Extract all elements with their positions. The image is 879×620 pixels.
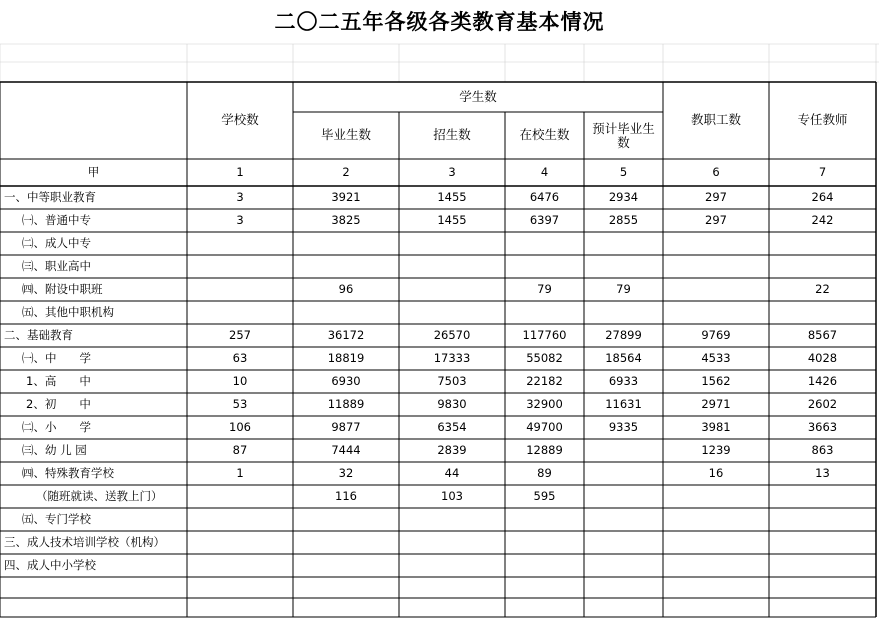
table-cell (399, 255, 505, 278)
table-cell (584, 577, 663, 598)
table-cell: 297 (705, 189, 727, 204)
row-label: ㈢、幼 儿 园 (22, 442, 87, 457)
table-cell (505, 255, 584, 278)
table-cell (663, 577, 769, 598)
row-label: ㈠、中 学 (22, 350, 91, 365)
table-title: 二〇二五年各级各类教育基本情况 (274, 9, 605, 34)
row-label: ㈡、小 学 (22, 419, 91, 434)
table-cell (187, 577, 293, 598)
table-cell (663, 508, 769, 531)
table-cell: 264 (811, 189, 834, 204)
table-cell: 2839 (437, 442, 467, 457)
column-code: 1 (236, 164, 244, 179)
table-cell: 297 (705, 212, 727, 227)
header-in-school: 在校生数 (519, 127, 570, 143)
table-cell: 36172 (327, 327, 365, 342)
header-staff: 教职工数 (690, 112, 741, 128)
table-cell (584, 531, 663, 554)
table-cell (187, 598, 293, 617)
table-cell: 3825 (331, 212, 361, 227)
table-cell: 10 (232, 373, 248, 388)
table-cell: 32900 (526, 396, 563, 411)
table-cell: 3 (236, 212, 244, 227)
table-cell (769, 485, 876, 508)
table-cell (584, 232, 663, 255)
table-cell (584, 255, 663, 278)
row-label (4, 598, 187, 617)
header-teachers: 专任教师 (797, 112, 848, 128)
table-cell: 96 (338, 281, 354, 296)
table-cell (663, 485, 769, 508)
table-cell: 49700 (526, 419, 563, 434)
table-cell: 2855 (608, 212, 639, 227)
table-cell: 863 (811, 442, 834, 457)
table-cell: 17333 (433, 350, 471, 365)
row-label: ㈠、普通中专 (22, 212, 91, 227)
table-cell: 9769 (701, 327, 731, 342)
row-label: ㈣、特殊教育学校 (22, 465, 114, 480)
table-cell: 3981 (701, 419, 731, 434)
table-cell: 12889 (526, 442, 563, 457)
column-code: 7 (818, 164, 827, 179)
table-cell: 16 (708, 465, 724, 480)
table-cell: 26570 (433, 327, 471, 342)
table-cell: 6397 (529, 212, 560, 227)
table-cell (505, 577, 584, 598)
table-cell: 18564 (605, 350, 642, 365)
table-cell: 3 (236, 189, 244, 204)
table-cell: 103 (441, 488, 463, 503)
table-cell: 595 (533, 488, 556, 503)
table-cell (769, 232, 876, 255)
table-cell (505, 301, 584, 324)
column-code: 2 (342, 164, 350, 179)
table-cell: 6354 (437, 419, 467, 434)
table-cell: 1455 (437, 212, 467, 227)
table-cell: 1 (236, 465, 244, 480)
row-label: 三、成人技术培训学校（机构） (4, 534, 165, 549)
table-cell: 4533 (701, 350, 731, 365)
table-cell: 3921 (331, 189, 361, 204)
table-cell (663, 278, 769, 301)
table-cell: 9335 (608, 419, 639, 434)
table-cell: 2934 (608, 189, 639, 204)
table-cell (663, 255, 769, 278)
code-label: 甲 (87, 164, 100, 179)
table-cell: 116 (335, 488, 357, 503)
table-cell: 8567 (807, 327, 838, 342)
table-cell: 18819 (327, 350, 365, 365)
table-cell (187, 278, 293, 301)
table-cell (663, 531, 769, 554)
table-cell (663, 301, 769, 324)
table-cell: 7503 (437, 373, 467, 388)
table-cell (505, 531, 584, 554)
table-cell (584, 462, 663, 485)
table-cell (505, 508, 584, 531)
table-cell: 13 (815, 465, 830, 480)
header-expected-graduates: 预计毕业生数 (592, 120, 655, 150)
table-cell (187, 301, 293, 324)
table-cell (293, 508, 399, 531)
table-cell: 44 (444, 465, 460, 480)
table-cell: 79 (537, 281, 552, 296)
row-label: 二、基础教育 (4, 327, 73, 342)
table-cell: 32 (338, 465, 354, 480)
header-enrolled: 招生数 (433, 127, 471, 143)
table-cell: 257 (229, 327, 251, 342)
table-cell (399, 508, 505, 531)
table-cell (187, 531, 293, 554)
table-cell (293, 531, 399, 554)
table-cell (293, 301, 399, 324)
table-cell (505, 598, 584, 617)
row-label: 2、初 中 (26, 396, 91, 411)
table-cell (399, 232, 505, 255)
table-cell (584, 439, 663, 462)
table-cell (505, 232, 584, 255)
column-code: 4 (540, 164, 549, 179)
table-cell: 55082 (526, 350, 563, 365)
table-cell (399, 577, 505, 598)
row-label: ㈤、专门学校 (22, 511, 91, 526)
column-code: 5 (619, 164, 628, 179)
table-cell (293, 232, 399, 255)
table-cell (663, 598, 769, 617)
table-cell (584, 598, 663, 617)
column-code: 3 (448, 164, 456, 179)
table-cell (584, 508, 663, 531)
table-cell: 2602 (807, 396, 838, 411)
row-label: ㈡、成人中专 (22, 235, 91, 250)
row-label: ㈤、其他中职机构 (22, 304, 114, 319)
table-cell (769, 508, 876, 531)
table-cell: 1239 (701, 442, 731, 457)
table-cell (769, 255, 876, 278)
table-cell: 7444 (331, 442, 361, 457)
table-cell (769, 301, 876, 324)
table-cell: 53 (232, 396, 248, 411)
table-cell (399, 598, 505, 617)
row-label: ㈣、附设中职班 (22, 281, 103, 296)
header-schools: 学校数 (221, 112, 259, 128)
table-cell: 1562 (701, 373, 731, 388)
table-cell (663, 554, 769, 577)
table-cell: 89 (537, 465, 552, 480)
row-label: 一、中等职业教育 (4, 189, 96, 204)
table-cell (584, 301, 663, 324)
table-cell (505, 554, 584, 577)
row-label (4, 577, 187, 598)
table-cell: 63 (232, 350, 248, 365)
table-cell: 106 (229, 419, 251, 434)
table-cell (399, 554, 505, 577)
table-cell: 22182 (526, 373, 563, 388)
table-cell (187, 485, 293, 508)
table-cell: 9830 (437, 396, 467, 411)
row-label: （随班就读、送教上门） (36, 488, 163, 503)
table-cell: 6933 (608, 373, 639, 388)
table-cell (769, 531, 876, 554)
table-cell (663, 232, 769, 255)
table-cell (187, 508, 293, 531)
table-cell: 6930 (331, 373, 361, 388)
table-cell (293, 255, 399, 278)
table-cell (769, 598, 876, 617)
table-cell: 242 (811, 212, 834, 227)
table-cell (399, 278, 505, 301)
table-cell: 6476 (529, 189, 560, 204)
row-label: ㈢、职业高中 (22, 258, 91, 273)
table-cell (584, 485, 663, 508)
table-cell: 3663 (807, 419, 838, 434)
table-cell: 2971 (701, 396, 731, 411)
table-cell (187, 232, 293, 255)
table-cell (769, 554, 876, 577)
table-cell (293, 554, 399, 577)
table-cell (293, 598, 399, 617)
table-cell: 4028 (807, 350, 838, 365)
table-cell (187, 255, 293, 278)
column-code: 6 (712, 164, 720, 179)
table-cell: 79 (616, 281, 631, 296)
table-cell: 9877 (331, 419, 361, 434)
header-students: 学生数 (459, 88, 497, 104)
row-label: 四、成人中小学校 (4, 557, 96, 572)
header-graduates: 毕业生数 (320, 127, 371, 143)
table-cell (769, 577, 876, 598)
table-cell: 22 (815, 281, 830, 296)
table-cell (293, 577, 399, 598)
table-cell: 27899 (605, 327, 642, 342)
table-cell: 11889 (327, 396, 365, 411)
table-cell: 1455 (437, 189, 467, 204)
table-cell: 11631 (605, 396, 642, 411)
table-cell (187, 554, 293, 577)
table-cell (584, 554, 663, 577)
row-label: 1、高 中 (26, 373, 91, 388)
table-cell: 117760 (522, 327, 567, 342)
table-cell: 1426 (807, 373, 838, 388)
table-cell (399, 531, 505, 554)
table-cell (399, 301, 505, 324)
table-cell: 87 (232, 442, 248, 457)
